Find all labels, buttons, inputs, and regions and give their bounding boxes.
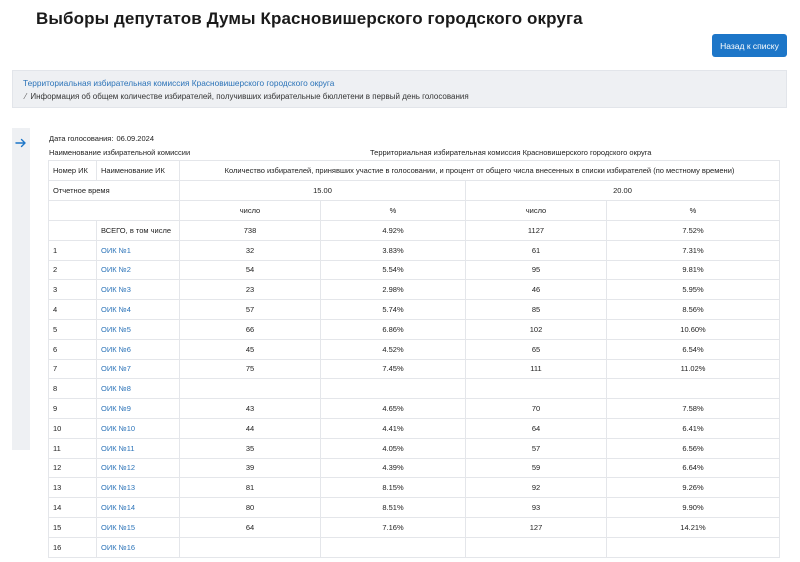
ik-name-link[interactable]: ОИК №7 — [101, 364, 131, 374]
ik-number-cell: 4 — [49, 300, 97, 320]
percent-20-cell: 9.26% — [607, 478, 780, 498]
ik-name-link[interactable]: ОИК №9 — [101, 404, 131, 414]
count-20-cell: 92 — [466, 478, 607, 498]
table-row — [49, 458, 780, 478]
percent-20-cell: 7.52% — [607, 221, 780, 241]
subheader-percent-1: % — [321, 201, 466, 221]
percent-20-cell: 8.56% — [607, 300, 780, 320]
count-15-cell: 80 — [180, 498, 321, 518]
count-15-cell — [180, 379, 321, 399]
commission-name-label: Наименование избирательной комиссии — [49, 148, 191, 157]
percent-15-cell: 4.41% — [321, 418, 466, 438]
percent-15-cell: 2.98% — [321, 280, 466, 300]
ik-name-cell — [97, 458, 180, 478]
percent-20-cell: 11.02% — [607, 359, 780, 379]
ik-name-link[interactable]: ОИК №16 — [101, 542, 136, 552]
table-row — [49, 438, 780, 458]
count-20-cell: 127 — [466, 517, 607, 537]
table-row — [49, 240, 780, 260]
percent-15-cell: 3.83% — [321, 240, 466, 260]
subheader-count-2: число — [466, 201, 607, 221]
ik-name-cell — [97, 478, 180, 498]
percent-15-cell: 4.05% — [321, 438, 466, 458]
ik-name-cell — [97, 319, 180, 339]
table-row — [49, 399, 780, 419]
count-15-cell: 45 — [180, 339, 321, 359]
count-15-cell: 81 — [180, 478, 321, 498]
percent-15-cell: 5.54% — [321, 260, 466, 280]
ik-number-cell: 2 — [49, 260, 97, 280]
ik-number-cell — [49, 221, 97, 241]
percent-15-cell: 4.39% — [321, 458, 466, 478]
ik-name-cell — [97, 537, 180, 557]
ik-number-cell: 1 — [49, 240, 97, 260]
ik-number-cell: 5 — [49, 319, 97, 339]
count-15-cell: 32 — [180, 240, 321, 260]
ik-number-cell: 10 — [49, 418, 97, 438]
breadcrumb-commission-link[interactable]: Территориальная избирательная комиссия Красновишерского городского округа — [23, 78, 335, 88]
ik-name-cell — [97, 418, 180, 438]
percent-20-cell: 9.81% — [607, 260, 780, 280]
percent-15-cell: 7.16% — [321, 517, 466, 537]
percent-20-cell: 6.54% — [607, 339, 780, 359]
breadcrumb-current-label: Информация об общем количестве избирателей, получивших избирательные бюллетени в первый день голосования — [30, 92, 469, 101]
ik-name-link[interactable]: ОИК №15 — [101, 522, 136, 532]
count-20-cell: 1127 — [466, 221, 607, 241]
table-row — [49, 537, 780, 557]
count-20-cell: 93 — [466, 498, 607, 518]
percent-20-cell: 14.21% — [607, 517, 780, 537]
ik-number-cell: 6 — [49, 339, 97, 359]
percent-15-cell: 8.15% — [321, 478, 466, 498]
commission-name-value: Территориальная избирательная комиссия Красновишерского городского округа — [370, 148, 652, 157]
voting-date-value: 06.09.2024 — [116, 134, 154, 143]
table-row — [49, 379, 780, 399]
report-time-2: 20.00 — [466, 181, 780, 201]
ik-name-link[interactable]: ОИК №1 — [101, 245, 131, 255]
arrow-right-icon[interactable] — [14, 136, 28, 150]
count-15-cell: 54 — [180, 260, 321, 280]
ik-number-cell: 8 — [49, 379, 97, 399]
count-20-cell: 95 — [466, 260, 607, 280]
count-15-cell: 738 — [180, 221, 321, 241]
ik-name-cell — [97, 517, 180, 537]
voting-date-label: Дата голосования: — [49, 134, 114, 143]
ik-number-cell: 7 — [49, 359, 97, 379]
ik-number-cell: 13 — [49, 478, 97, 498]
header-ik-number: Номер ИК — [49, 161, 97, 181]
count-15-cell: 66 — [180, 319, 321, 339]
table-header-row — [49, 161, 780, 181]
ik-name-link[interactable]: ОИК №11 — [101, 443, 135, 453]
table-row — [49, 359, 780, 379]
percent-20-cell — [607, 537, 780, 557]
table-row — [49, 300, 780, 320]
table-row — [49, 478, 780, 498]
subheader-empty — [49, 201, 180, 221]
ik-name-link[interactable]: ОИК №3 — [101, 285, 131, 295]
count-15-cell: 75 — [180, 359, 321, 379]
ik-name-link[interactable]: ОИК №12 — [101, 463, 136, 473]
percent-20-cell: 6.64% — [607, 458, 780, 478]
ik-name-cell — [97, 300, 180, 320]
table-row — [49, 418, 780, 438]
count-15-cell: 39 — [180, 458, 321, 478]
ik-name-cell — [97, 379, 180, 399]
report-time-1: 15.00 — [180, 181, 466, 201]
count-15-cell: 57 — [180, 300, 321, 320]
breadcrumb-separator: ⁄ — [25, 92, 27, 101]
ik-name-link[interactable]: ОИК №8 — [101, 384, 131, 394]
percent-15-cell: 6.86% — [321, 319, 466, 339]
percent-15-cell — [321, 537, 466, 557]
count-20-cell: 61 — [466, 240, 607, 260]
ik-name-cell — [97, 498, 180, 518]
percent-15-cell: 4.65% — [321, 399, 466, 419]
ik-name-link[interactable]: ОИК №13 — [101, 483, 136, 493]
subheader-percent-2: % — [607, 201, 780, 221]
ik-name-cell — [97, 339, 180, 359]
table-row — [49, 517, 780, 537]
header-turnout-description: Количество избирателей, принявших участие в голосовании, и процент от общего числа внесенных в списки избирателей (по местному времени) — [180, 161, 780, 181]
breadcrumb-current — [25, 92, 469, 101]
back-to-list-button[interactable]: Назад к списку — [712, 34, 787, 57]
count-20-cell: 65 — [466, 339, 607, 359]
header-ik-name: Наименование ИК — [97, 161, 180, 181]
percent-20-cell — [607, 379, 780, 399]
ik-number-cell: 11 — [49, 438, 97, 458]
table-row — [49, 260, 780, 280]
ik-name-cell — [97, 280, 180, 300]
count-20-cell: 46 — [466, 280, 607, 300]
ik-number-cell: 15 — [49, 517, 97, 537]
ik-name-link[interactable]: ОИК №6 — [101, 344, 131, 354]
percent-20-cell: 9.90% — [607, 498, 780, 518]
count-15-cell: 43 — [180, 399, 321, 419]
ik-name-link[interactable]: ОИК №10 — [101, 423, 136, 433]
count-15-cell: 35 — [180, 438, 321, 458]
report-time-row — [49, 181, 780, 201]
turnout-table — [48, 160, 780, 558]
percent-15-cell: 4.92% — [321, 221, 466, 241]
percent-15-cell: 8.51% — [321, 498, 466, 518]
percent-15-cell: 5.74% — [321, 300, 466, 320]
percent-15-cell: 4.52% — [321, 339, 466, 359]
count-20-cell: 111 — [466, 359, 607, 379]
table-row — [49, 339, 780, 359]
count-20-cell: 59 — [466, 458, 607, 478]
count-20-cell: 70 — [466, 399, 607, 419]
percent-15-cell: 7.45% — [321, 359, 466, 379]
subheader-count-1: число — [180, 201, 321, 221]
ik-name-cell — [97, 438, 180, 458]
ik-number-cell: 9 — [49, 399, 97, 419]
table-row — [49, 319, 780, 339]
ik-name-cell — [97, 399, 180, 419]
breadcrumb — [12, 70, 787, 108]
count-15-cell: 23 — [180, 280, 321, 300]
ik-name-link[interactable]: ОИК №4 — [101, 305, 131, 315]
ik-name-link[interactable]: ОИК №5 — [101, 324, 131, 334]
page-title: Выборы депутатов Думы Красновишерского городского округа — [36, 9, 583, 28]
ik-name-cell — [97, 359, 180, 379]
ik-number-cell: 12 — [49, 458, 97, 478]
count-20-cell: 102 — [466, 319, 607, 339]
count-20-cell — [466, 537, 607, 557]
percent-20-cell: 6.56% — [607, 438, 780, 458]
count-20-cell: 85 — [466, 300, 607, 320]
percent-20-cell: 7.58% — [607, 399, 780, 419]
ik-name-cell — [97, 260, 180, 280]
report-time-label: Отчетное время — [49, 181, 180, 201]
count-20-cell: 57 — [466, 438, 607, 458]
ik-name-cell: ВСЕГО, в том числе — [97, 221, 180, 241]
table-row — [49, 280, 780, 300]
ik-number-cell: 14 — [49, 498, 97, 518]
count-20-cell — [466, 379, 607, 399]
subheader-row — [49, 201, 780, 221]
table-row-total — [49, 221, 780, 241]
ik-name-link[interactable]: ОИК №2 — [101, 265, 131, 275]
percent-20-cell: 10.60% — [607, 319, 780, 339]
percent-20-cell: 7.31% — [607, 240, 780, 260]
ik-name-link[interactable]: ОИК №14 — [101, 503, 136, 513]
percent-20-cell: 6.41% — [607, 418, 780, 438]
count-20-cell: 64 — [466, 418, 607, 438]
ik-name-cell — [97, 240, 180, 260]
count-15-cell: 64 — [180, 517, 321, 537]
ik-number-cell: 3 — [49, 280, 97, 300]
side-panel — [12, 128, 30, 450]
ik-number-cell: 16 — [49, 537, 97, 557]
count-15-cell: 44 — [180, 418, 321, 438]
percent-15-cell — [321, 379, 466, 399]
percent-20-cell: 5.95% — [607, 280, 780, 300]
count-15-cell — [180, 537, 321, 557]
table-row — [49, 498, 780, 518]
voting-date — [49, 134, 154, 143]
